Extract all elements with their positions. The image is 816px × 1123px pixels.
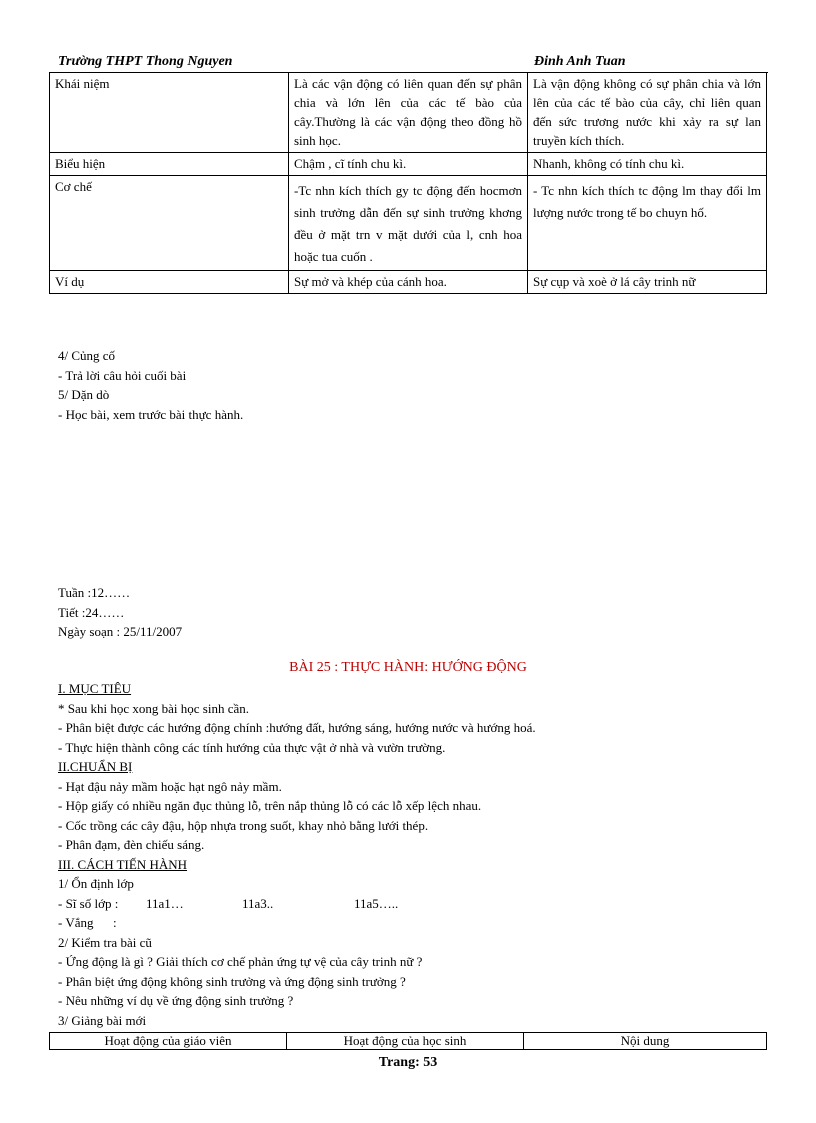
row-label: Biểu hiện [50,153,289,176]
table-row [50,271,767,294]
class-size-label: - Sĩ số lớp : [58,895,119,911]
column-header: Hoạt động của học sinh [287,1033,524,1050]
list-item: - Phân đạm, đèn chiếu sáng. [58,837,205,852]
section-heading: 4/ Củng cố [58,348,116,363]
class-size-line [58,894,536,914]
table-cell: Là vận động không có sự phân chia và lớn lên của các tế bào của cây, chỉ liên quan đến sức trương nước khi xảy ra sự lan truyền kích thích. [528,73,767,153]
class-count: 11a5….. [354,895,399,911]
class-count: 11a1… [146,895,184,911]
subsection-heading: 2/ Kiểm tra bài cũ [58,934,152,950]
section-heading: 5/ Dặn dò [58,387,110,402]
subsection-heading: 1/ Ổn định lớp [58,876,134,891]
table-row [50,176,767,271]
list-item: - Hạt đậu nảy mầm hoặc hạt ngô nảy mầm. [58,778,282,794]
table-cell: -Tc nhn kích thích gy tc động đến hocmơn sinh trưởng dẫn đến sự sinh trưởng khơng đều ở mặt trn v mặt dưới của l, cnh hoa hoặc tua cuốn . [289,176,528,271]
list-item: - Hộp giấy có nhiều ngăn đục thủng lỗ, trên nắp thủng lỗ có các lỗ xếp lệch nhau. [58,798,482,813]
column-header: Hoạt động của giáo viên [50,1033,287,1050]
list-item: - Phân biệt được các hướng động chính :hướng đất, hướng sáng, hướng nước và hướng hoá. [58,720,536,735]
comparison-table [49,72,767,294]
prep-date: Ngày soạn : 25/11/2007 [58,624,183,639]
list-item: - Cốc trồng các cây đậu, hộp nhựa trong suốt, khay nhỏ bằng lưới thép. [58,817,429,833]
row-label: Cơ chế [50,176,289,271]
list-item: - Phân biệt ứng động không sinh trưởng và ứng động sinh trưởng ? [58,973,406,989]
section-heading: III. CÁCH TIẾN HÀNH [58,856,188,872]
list-item: - Trả lời câu hỏi cuối bài [58,367,187,383]
table-cell: Là các vận động có liên quan đến sự phân chia và lớn lên của các tế bào của cây.Thường là các vận động theo đồng hồ sinh học. [289,73,528,153]
table-cell: - Tc nhn kích thích tc động lm thay đổi lm lượng nước trong tế bo chuyn hố. [528,176,767,271]
table-header-row [50,1033,767,1050]
table-cell: Sự cụp và xoè ở lá cây trinh nữ [528,271,767,294]
week-number: Tuần :12…… [58,585,131,600]
absent-line: - Vắng : [58,915,117,930]
page-header [58,54,768,73]
section-heading: II.CHUẨN BỊ [58,759,133,774]
class-count: 11a3.. [242,895,274,911]
table-cell: Sự mở và khép của cánh hoa. [289,271,528,294]
review-section [58,346,243,424]
period-number: Tiết :24…… [58,604,125,620]
list-item: - Ứng động là gì ? Giải thích cơ chế phản ứng tự vệ của cây trinh nữ ? [58,954,423,969]
page-number: Trang: 53 [378,1055,438,1070]
section-heading: I. MỤC TIÊU [58,681,132,696]
lesson-title: BÀI 25 : THỰC HÀNH: HƯỚNG ĐỘNG [289,660,527,675]
table-cell: Nhanh, không có tính chu kì. [528,153,767,176]
lesson-meta [58,583,182,642]
list-item: * Sau khi học xong bài học sinh cần. [58,700,249,716]
author-name: Đinh Anh Tuan [534,54,626,69]
list-item: - Thực hiện thành công các tính hướng của thực vật ở nhà và vườn trường. [58,739,446,755]
column-header: Nội dung [524,1033,767,1050]
table-cell: Chậm , cĩ tính chu kì. [289,153,528,176]
row-label: Ví dụ [50,271,289,294]
list-item: - Nêu những ví dụ về ứng động sinh trưởng ? [58,993,294,1008]
activity-table [49,1032,767,1050]
row-label: Khái niệm [50,73,289,153]
lesson-body [58,679,536,1030]
school-name: Trường THPT Thong Nguyen [58,54,233,69]
table-row [50,73,767,153]
list-item: - Học bài, xem trước bài thực hành. [58,406,244,422]
subsection-heading: 3/ Giảng bài mới [58,1012,147,1028]
table-row [50,153,767,176]
